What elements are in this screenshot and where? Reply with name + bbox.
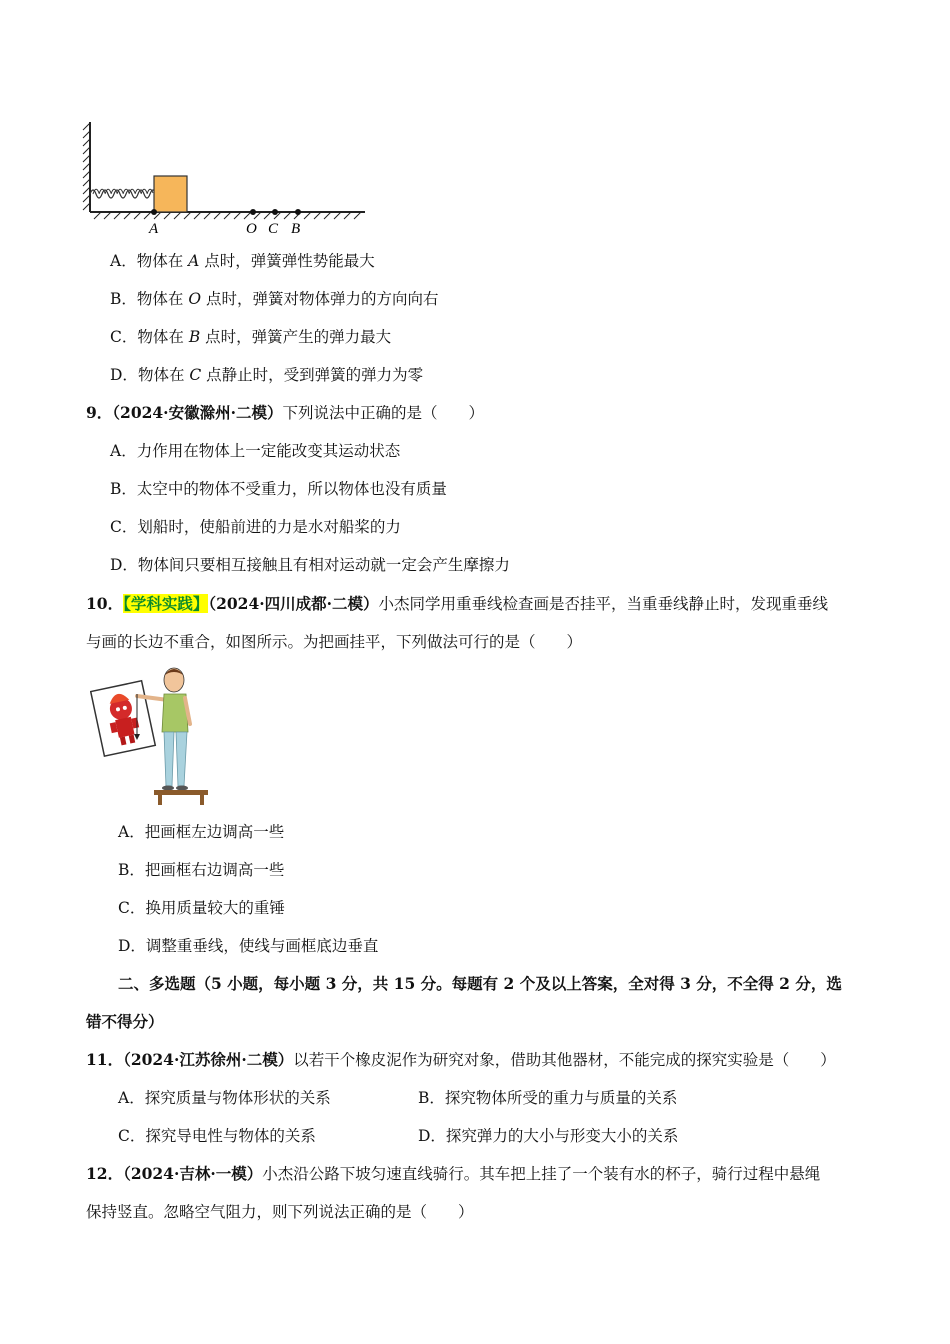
q8-option-b: B．物体在 O 点时，弹簧对物体弹力的方向向右 (110, 290, 439, 308)
stool (154, 790, 208, 795)
q11-source: （2024·江苏徐州·二模） (123, 1050, 294, 1069)
q9-option-a: A．力作用在物体上一定能改变其运动状态 (110, 442, 401, 460)
q8-option-d: D．物体在 C 点静止时，受到弹簧的弹力为零 (110, 366, 424, 384)
q9-option-d: D．物体间只要相互接触且有相对运动就一定会产生摩擦力 (110, 556, 510, 574)
label-c: C (268, 221, 279, 237)
q9-stem: 9．（2024·安徽滁州·二模）下列说法中正确的是（ ） (86, 403, 484, 422)
q10-tag: 【学科实践】 (123, 594, 209, 613)
q9-source: （2024·安徽滁州·二模） (112, 403, 283, 422)
section-2-heading-line2: 错不得分） (86, 1012, 164, 1031)
q10-stem-line2: 与画的长边不重合，如图所示。为把画挂平，下列做法可行的是（ ） (86, 633, 583, 651)
point-c (272, 209, 278, 215)
label-o: O (246, 221, 257, 237)
plumb-line-figure (90, 664, 220, 806)
q10-option-c: C．换用质量较大的重锤 (118, 899, 285, 917)
q10-option-a: A．把画框左边调高一些 (118, 823, 285, 841)
spring (90, 190, 162, 198)
q8-option-a: A．物体在 A 点时，弹簧弹性势能最大 (110, 252, 375, 270)
point-o (250, 209, 256, 215)
q11-number: 11． (86, 1050, 124, 1069)
q10-source: （2024·四川成都·二模） (208, 594, 379, 613)
q9-option-b: B．太空中的物体不受重力，所以物体也没有质量 (110, 480, 447, 498)
label-a: A (149, 221, 159, 237)
q12-stem-line2: 保持竖直。忽略空气阻力，则下列说法正确的是（ ） (86, 1203, 474, 1221)
q12-source: （2024·吉林·一模） (123, 1164, 263, 1183)
q11-option-d: D．探究弹力的大小与形变大小的关系 (418, 1127, 679, 1145)
point-a (151, 209, 157, 215)
picture-frame (91, 681, 156, 756)
q11-option-b: B．探究物体所受的重力与质量的关系 (418, 1089, 678, 1107)
q11-option-c: C．探究导电性与物体的关系 (118, 1127, 316, 1145)
q11-option-a: A．探究质量与物体形状的关系 (118, 1089, 331, 1107)
q9-option-c: C．划船时，使船前进的力是水对船桨的力 (110, 518, 401, 536)
q12-stem-line1: 12．（2024·吉林·一模）小杰沿公路下坡匀速直线骑行。其车把上挂了一个装有水的杯子，骑行过程中悬绳 (86, 1164, 821, 1183)
label-b: B (291, 221, 301, 237)
q11-stem: 11．（2024·江苏徐州·二模）以若干个橡皮泥作为研究对象，借助其他器材，不能完成的探究实验是（ ） (86, 1050, 836, 1069)
q10-stem-line1: 10．【学科实践】（2024·四川成都·二模）小杰同学用重垂线检查画是否挂平，当重垂线静止时，发现重垂线 (86, 594, 829, 613)
q10-option-d: D．调整重垂线，使线与画框底边垂直 (118, 937, 379, 955)
block (154, 176, 187, 212)
section-2-heading-line1: 二、多选题（5 小题，每小题 3 分，共 15 分。每题有 2 个及以上答案，全对得 3 分，不全得 2 分，选 (118, 974, 842, 993)
q9-number: 9． (86, 403, 113, 422)
q10-option-b: B．把画框右边调高一些 (118, 861, 285, 879)
point-b (295, 209, 301, 215)
q10-number: 10． (86, 594, 124, 613)
q8-option-c: C．物体在 B 点时，弹簧产生的弹力最大 (110, 328, 392, 346)
spring-block-figure (80, 118, 380, 240)
q12-number: 12． (86, 1164, 124, 1183)
